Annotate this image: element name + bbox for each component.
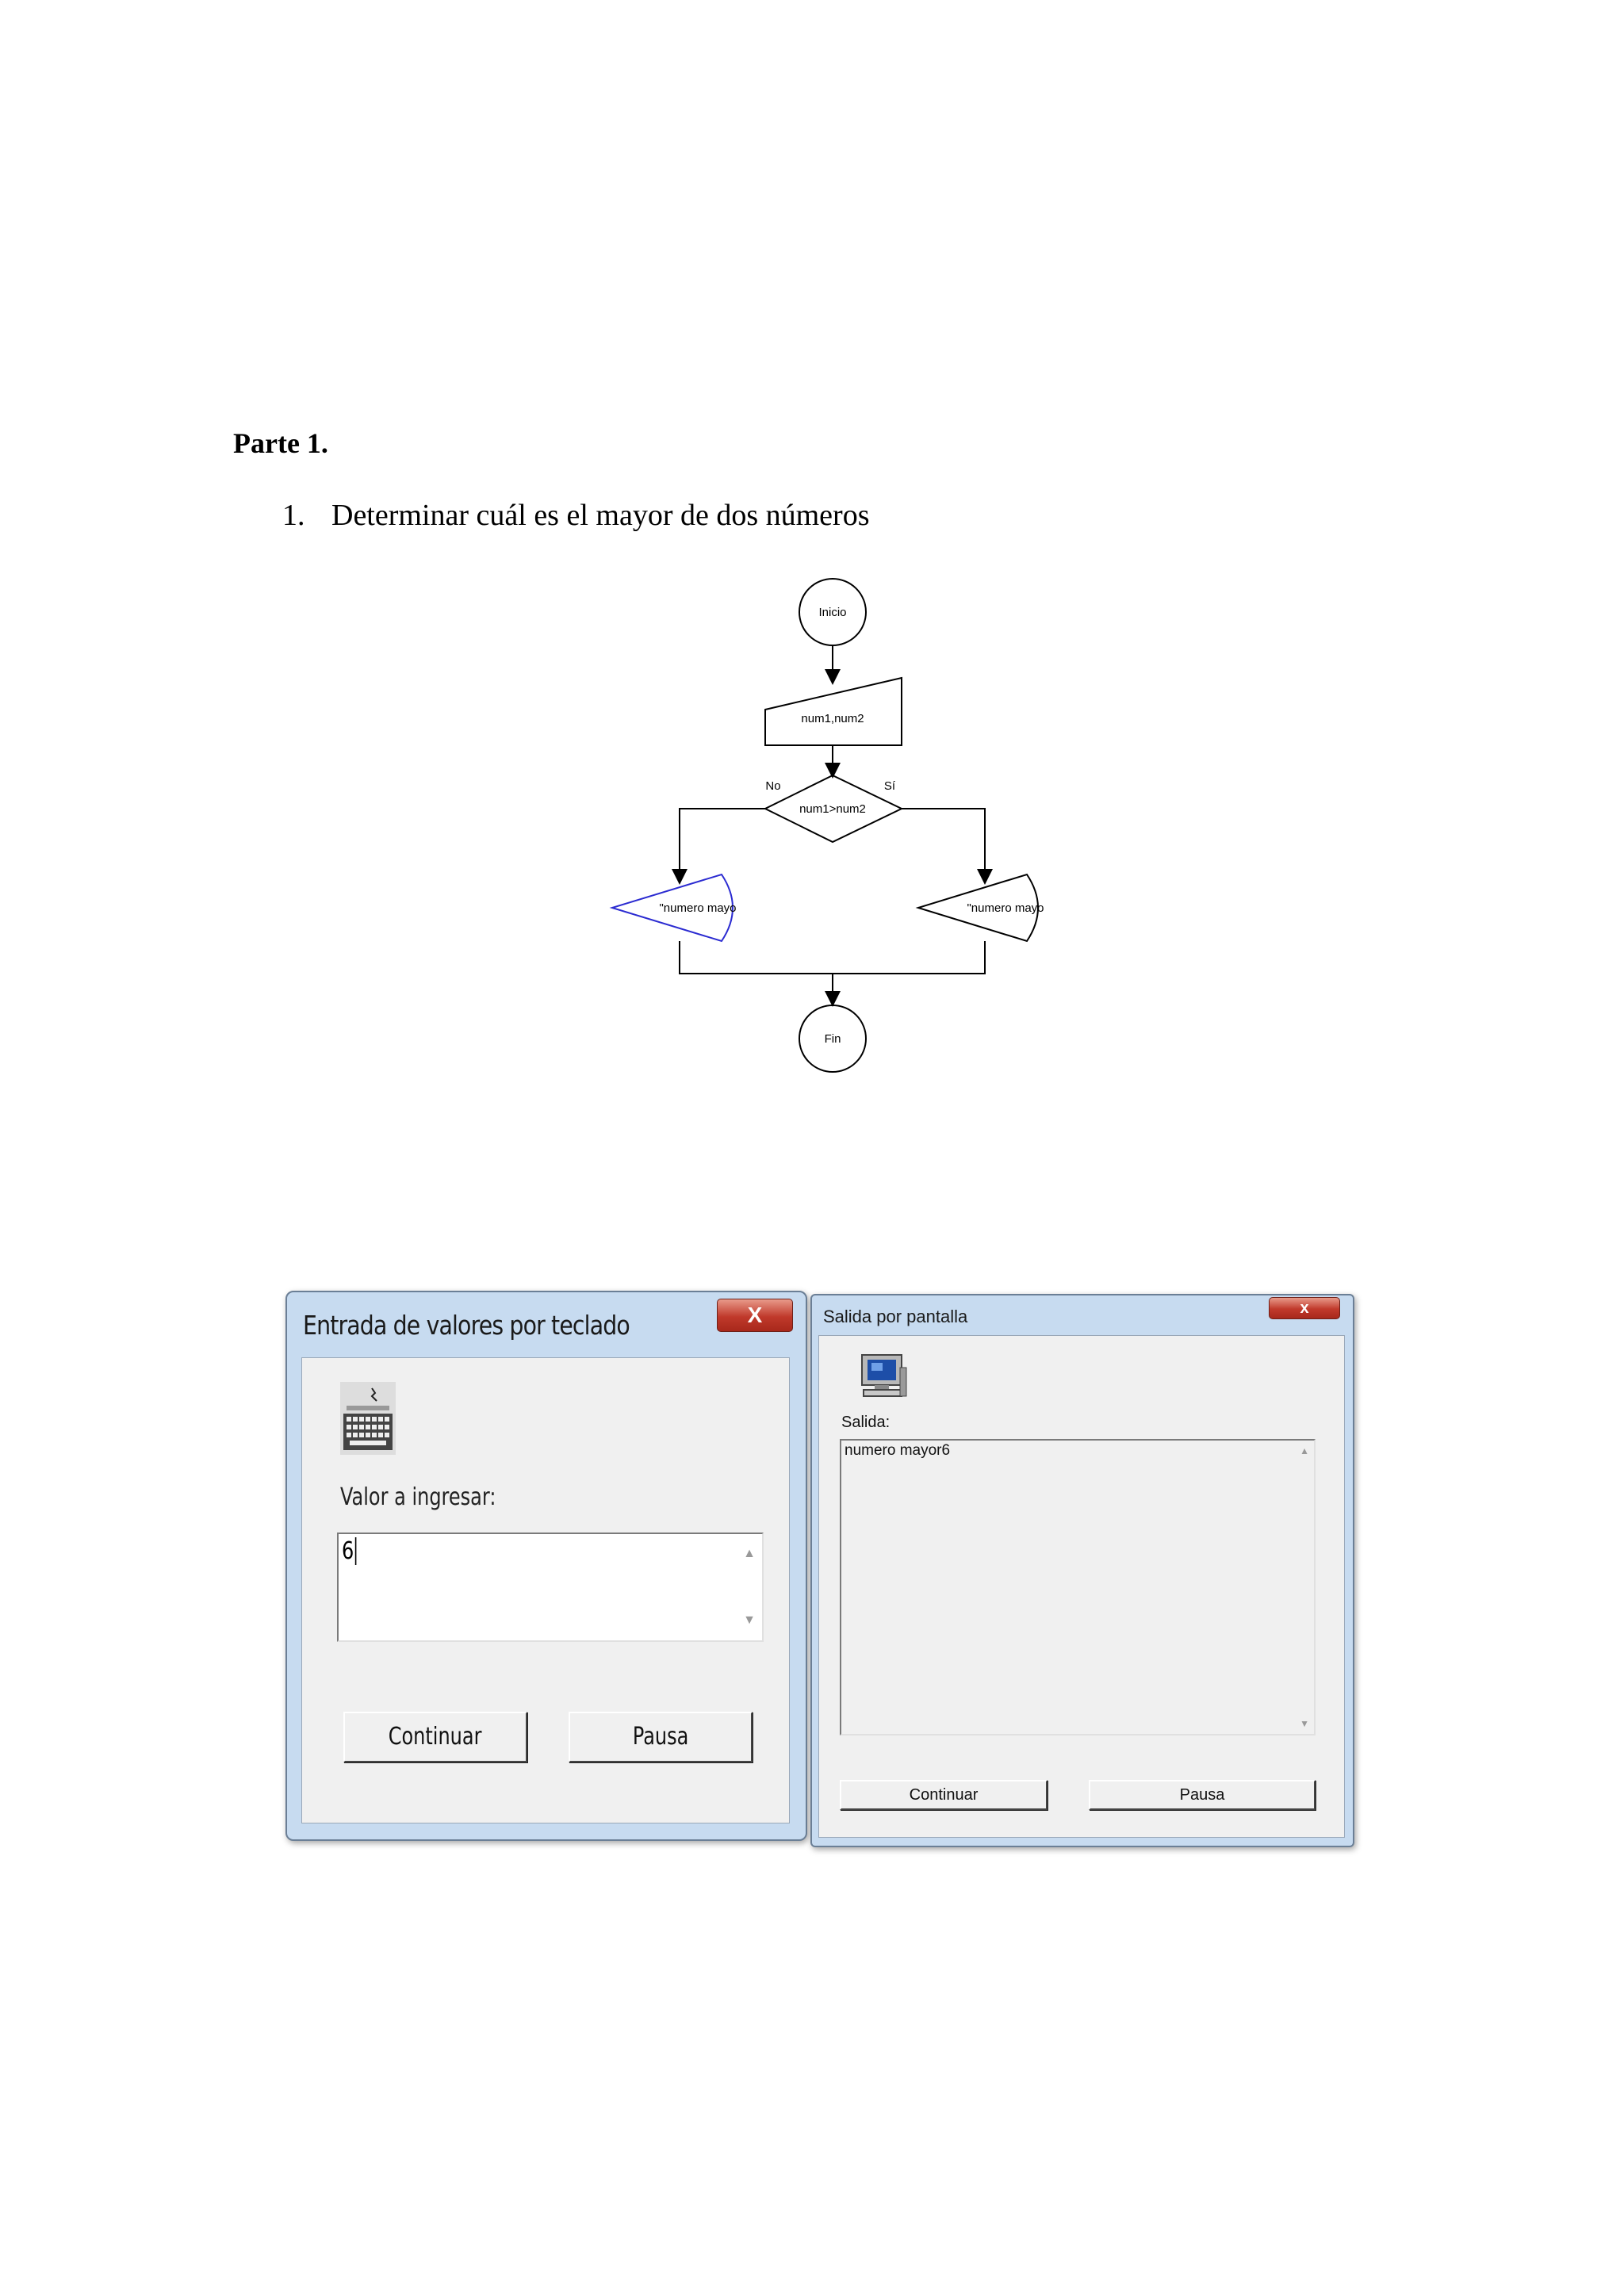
close-button[interactable]: x — [1269, 1297, 1340, 1319]
no-label: No — [765, 779, 781, 793]
scroll-up-icon[interactable]: ▲ — [1300, 1445, 1309, 1456]
section-heading: Parte 1. — [233, 427, 328, 459]
scroll-down-icon[interactable]: ▼ — [743, 1613, 756, 1627]
start-label: Inicio — [818, 606, 847, 619]
continue-label: Continuar — [389, 1723, 482, 1751]
end-label: Fin — [824, 1032, 841, 1046]
scroll-up-icon[interactable]: ▲ — [743, 1547, 756, 1560]
list-item-number: 1. — [282, 499, 305, 532]
continue-button[interactable]: Continuar — [840, 1780, 1048, 1810]
output-dialog-title: Salida por pantalla — [823, 1307, 968, 1326]
right-output-label: "numero mayo — [967, 901, 1044, 915]
pause-label: Pausa — [632, 1723, 689, 1751]
pause-button[interactable]: Pausa — [1089, 1780, 1316, 1810]
input-dialog-body — [301, 1357, 790, 1823]
input-dialog-title: Entrada de valores por teclado — [303, 1310, 630, 1341]
keyboard-icon — [340, 1382, 396, 1455]
output-dialog — [810, 1294, 1354, 1847]
decision-label: num1>num2 — [799, 802, 866, 816]
pause-button[interactable] — [569, 1712, 753, 1762]
value-input-text: 6 — [342, 1537, 356, 1565]
input-dialog — [285, 1291, 807, 1841]
continue-button[interactable] — [343, 1712, 527, 1762]
left-output-label: "numero mayo — [659, 901, 737, 915]
merge-line — [680, 941, 985, 974]
close-button[interactable]: X — [717, 1299, 793, 1332]
yes-label: Sí — [883, 779, 896, 793]
list-item-text: Determinar cuál es el mayor de dos números — [331, 499, 870, 532]
output-label: Salida: — [841, 1414, 891, 1431]
prompt-label: Valor a ingresar: — [340, 1483, 496, 1511]
output-textarea[interactable] — [840, 1439, 1316, 1735]
list-item — [282, 498, 870, 533]
value-input[interactable] — [337, 1533, 764, 1642]
scroll-down-icon[interactable]: ▼ — [1300, 1718, 1309, 1729]
computer-icon — [859, 1353, 908, 1398]
flowchart — [603, 571, 1078, 1078]
output-dialog-body — [818, 1335, 1345, 1838]
input-label: num1,num2 — [801, 712, 864, 725]
arrow-yes-branch — [902, 809, 985, 882]
output-text: numero mayor6 — [845, 1442, 951, 1459]
arrow-no-branch — [680, 809, 765, 882]
